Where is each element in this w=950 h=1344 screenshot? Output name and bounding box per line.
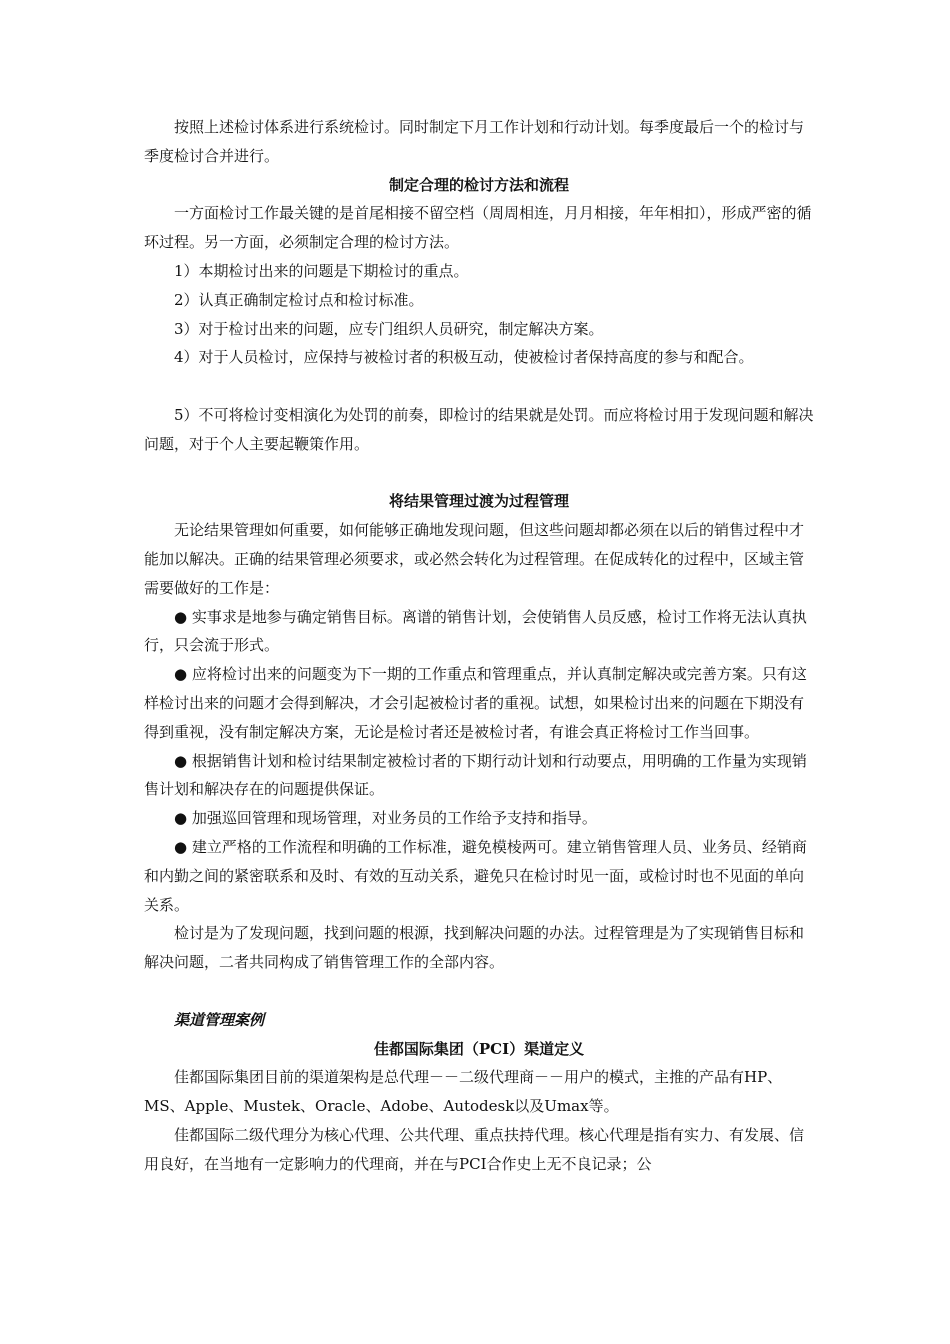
bullet-text: 建立严格的工作流程和明确的工作标准，避免模棱两可。建立销售管理人员、业务员、经销商和内勤之间的紧密联系和及时、有效的互动关系，避免只在检讨时见一面，或检讨时也不见面的单向关系。 — [144, 837, 807, 914]
bullet-icon: ● — [174, 665, 188, 684]
paragraph: 佳都国际集团目前的渠道架构是总代理－－二级代理商－－用户的模式，主推的产品有HP、MS、Apple、Mustek、Oracle、Adobe、Autodesk以及Umax等。 — [144, 1068, 783, 1116]
case-title: 渠道管理案例 — [174, 1010, 265, 1029]
spacer — [144, 372, 814, 401]
bullet-icon: ● — [174, 837, 188, 856]
spacer — [144, 459, 814, 488]
document-body — [144, 113, 814, 1178]
bullet-item — [144, 603, 814, 661]
paragraph: 佳都国际二级代理分为核心代理、公共代理、重点扶持代理。核心代理是指有实力、有发展、信用良好，在当地有一定影响力的代理商，并在与PCI合作史上无不良记录；公 — [144, 1125, 805, 1173]
section-heading: 将结果管理过渡为过程管理 — [388, 492, 569, 511]
list-item: 3）对于检讨出来的问题，应专门组织人员研究，制定解决方案。 — [174, 319, 604, 338]
bullet-item — [144, 747, 814, 805]
bullet-item — [144, 804, 814, 833]
list-item: 4）对于人员检讨，应保持与被检讨者的积极互动，使被检讨者保持高度的参与和配合。 — [174, 348, 754, 367]
paragraph: 检讨是为了发现问题，找到问题的根源，找到解决问题的办法。过程管理是为了实现销售目标和解决问题，二者共同构成了销售管理工作的全部内容。 — [144, 924, 805, 972]
bullet-icon: ● — [174, 809, 188, 828]
list-item: 2）认真正确制定检讨点和检讨标准。 — [174, 290, 424, 309]
bullet-icon: ● — [174, 607, 188, 626]
paragraph: 5）不可将检讨变相演化为处罚的前奏，即检讨的结果就是处罚。而应将检讨用于发现问题和解决问题，对于个人主要起鞭策作用。 — [144, 405, 814, 453]
bullet-item — [144, 833, 814, 919]
bullet-text: 加强巡回管理和现场管理，对业务员的工作给予支持和指导。 — [191, 809, 597, 828]
paragraph: 按照上述检讨体系进行系统检讨。同时制定下月工作计划和行动计划。每季度最后一个的检讨与季度检讨合并进行。 — [144, 118, 805, 165]
bullet-item — [144, 660, 814, 746]
bullet-text: 应将检讨出来的问题变为下一期的工作重点和管理重点，并认真制定解决或完善方案。只有这样检讨出来的问题才会得到解决，才会引起被检讨者的重视。试想，如果检讨出来的问题在下期没有得到重视，没有制定解决方案，无论是检讨者还是被检讨者，有谁会真正将检讨工作当回事。 — [144, 665, 807, 741]
paragraph: 无论结果管理如何重要，如何能够正确地发现问题，但这些问题却都必须在以后的销售过程中才能加以解决。正确的结果管理必须要求，或必然会转化为过程管理。在促成转化的过程中，区域主管需要做好的工作是： — [144, 521, 805, 597]
section-heading: 佳都国际集团（PCI）渠道定义 — [373, 1039, 585, 1058]
bullet-text: 根据销售计划和检讨结果制定被检讨者的下期行动计划和行动要点，用明确的工作量为实现销售计划和解决存在的问题提供保证。 — [144, 751, 807, 799]
list-item: 1）本期检讨出来的问题是下期检讨的重点。 — [174, 261, 469, 280]
bullet-icon: ● — [174, 751, 188, 770]
section-heading: 制定合理的检讨方法和流程 — [388, 175, 569, 194]
spacer — [144, 977, 814, 1006]
paragraph: 一方面检讨工作最关键的是首尾相接不留空档（周周相连，月月相接，年年相扣），形成严密的循环过程。另一方面，必须制定合理的检讨方法。 — [144, 204, 812, 252]
bullet-text: 实事求是地参与确定销售目标。离谱的销售计划，会使销售人员反感，检讨工作将无法认真执行，只会流于形式。 — [144, 607, 807, 655]
